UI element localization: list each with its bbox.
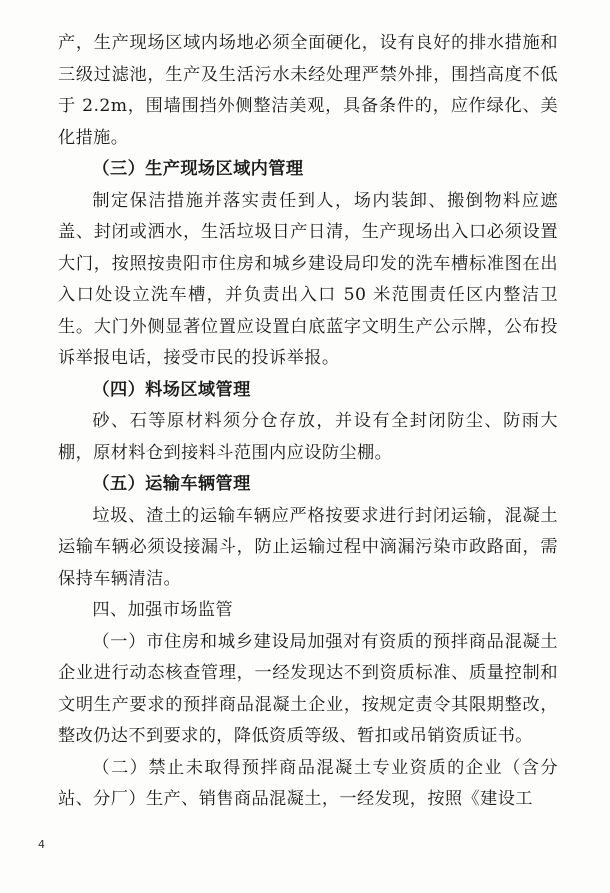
document-body bbox=[58, 28, 558, 816]
paragraph-material-yard: 砂、石等原材料须分仓存放，并设有全封闭防尘、防雨大棚，原材料仓到接料斗范围内应设防尘棚。 bbox=[58, 411, 558, 463]
heading-material-yard-management: （四）料场区域管理 bbox=[92, 379, 251, 400]
heading-transport-vehicle-management: （五）运输车辆管理 bbox=[92, 474, 251, 494]
page-number: 4 bbox=[38, 838, 45, 851]
paragraph-transport-vehicle: 垃圾、渣土的运输车辆应严格按要求进行封闭运输，混凝土运输车辆必须设接漏斗，防止运输过程中滴漏污染市政路面，需保持车辆清洁。 bbox=[58, 505, 558, 589]
paragraph-production-site: 制定保洁措施并落实责任到人，场内装卸、搬倒物料应遮盖、封闭或洒水，生活垃圾日产日清，生产现场出入口必须设置大门，按照按贵阳市住房和城乡建设局印发的洗车槽标准图在出入口处设立洗车槽，并负责出入口 50 米范围责任区内整洁卫生。大门外侧显著位置应设置白底蓝字文明生产公示牌，公布投诉举报电话，接受市民的投诉举报。 bbox=[58, 190, 558, 368]
paragraph-market-supervision-1: （一）市住房和城乡建设局加强对有资质的预拌商品混凝土企业进行动态核查管理，一经发现达不到资质标准、质量控制和文明生产要求的预拌商品混凝土企业，按规定责令其限期整改，整改仍达不到要求的，降低资质等级、暂扣或吊销资质证书。 bbox=[58, 631, 558, 746]
heading-production-site-management: （三）生产现场区域内管理 bbox=[92, 159, 304, 179]
paragraph-market-supervision-2: （二）禁止未取得预拌商品混凝土专业资质的企业（含分站、分厂）生产、销售商品混凝土，一经发现，按照《建设工 bbox=[58, 757, 558, 809]
section-title-market-supervision: 四、加强市场监管 bbox=[92, 600, 234, 620]
paragraph-continued: 产，生产现场区域内场地必须全面硬化，设有良好的排水措施和三级过滤池，生产及生活污水未经处理严禁外排，围挡高度不低于 2.2m，围墙围挡外侧整洁美观，具备条件的，应作绿化、美化措施。 bbox=[58, 33, 558, 148]
